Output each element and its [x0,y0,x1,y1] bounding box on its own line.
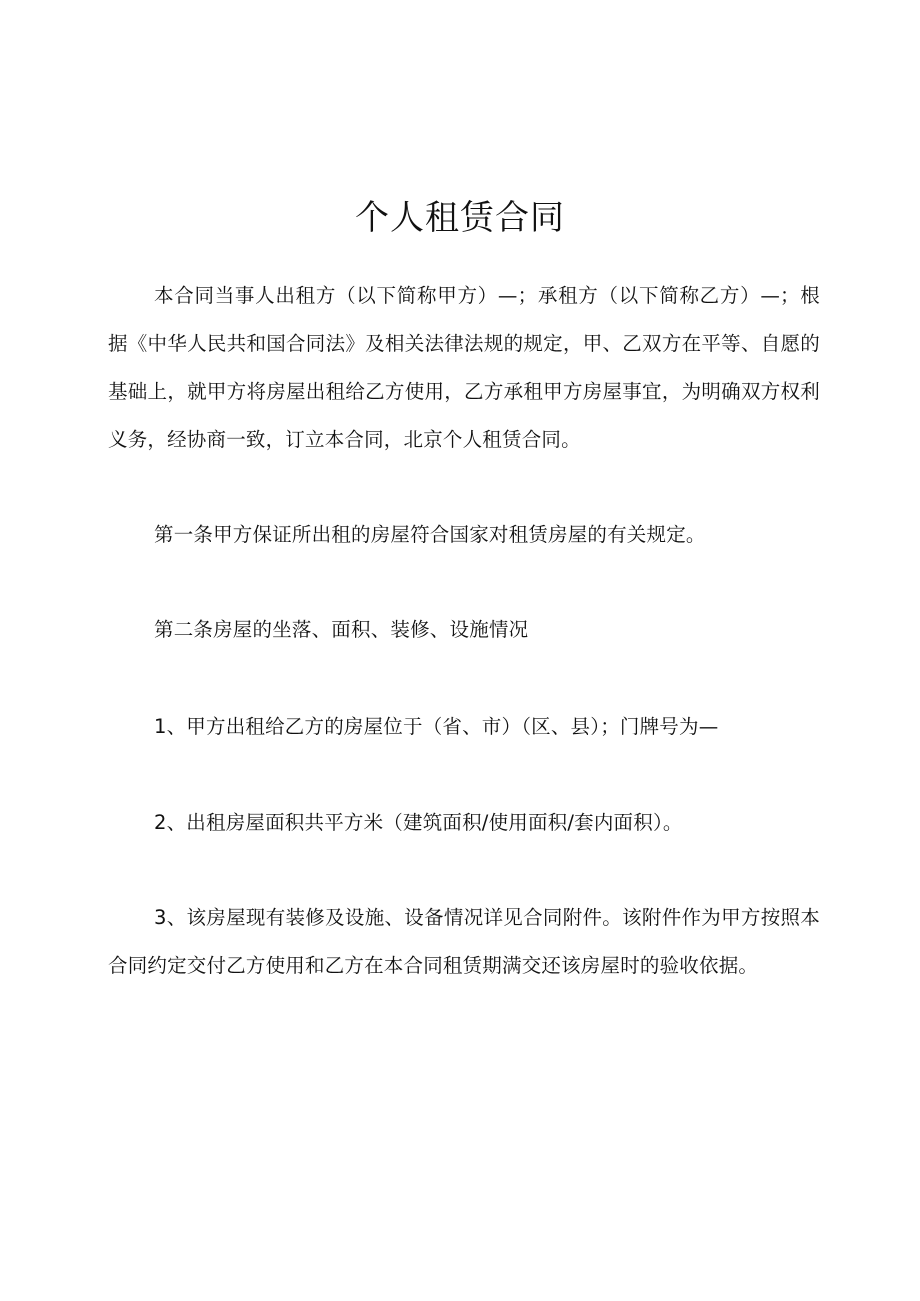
document-title: 个人租赁合同 [355,197,565,238]
article-2-item-3: 3、该房屋现有装修及设施、设备情况详见合同附件。该附件作为甲方按照本合同约定交付乙方使用和乙方在本合同租赁期满交还该房屋时的验收依据。 [108,906,820,977]
article-2-item-2: 2、出租房屋面积共平方米（建筑面积/使用面积/套内面积）。 [154,811,683,834]
article-1-paragraph: 第一条甲方保证所出租的房屋符合国家对租赁房屋的有关规定。 [154,523,706,546]
article-2-item-1: 1、甲方出租给乙方的房屋位于（省、市）（区、县）；门牌号为— [154,715,719,738]
article-2-heading: 第二条房屋的坐落、面积、装修、设施情况 [154,618,529,641]
intro-paragraph: 本合同当事人出租方（以下简称甲方）—；承租方（以下简称乙方）—；根据《中华人民共和国合同法》及相关法律法规的规定，甲、乙双方在平等、自愿的基础上，就甲方将房屋出租给乙方使用，乙方承租甲方房屋事宜，为明确双方权利义务，经协商一致，订立本合同，北京个人租赁合同。 [108,284,820,451]
